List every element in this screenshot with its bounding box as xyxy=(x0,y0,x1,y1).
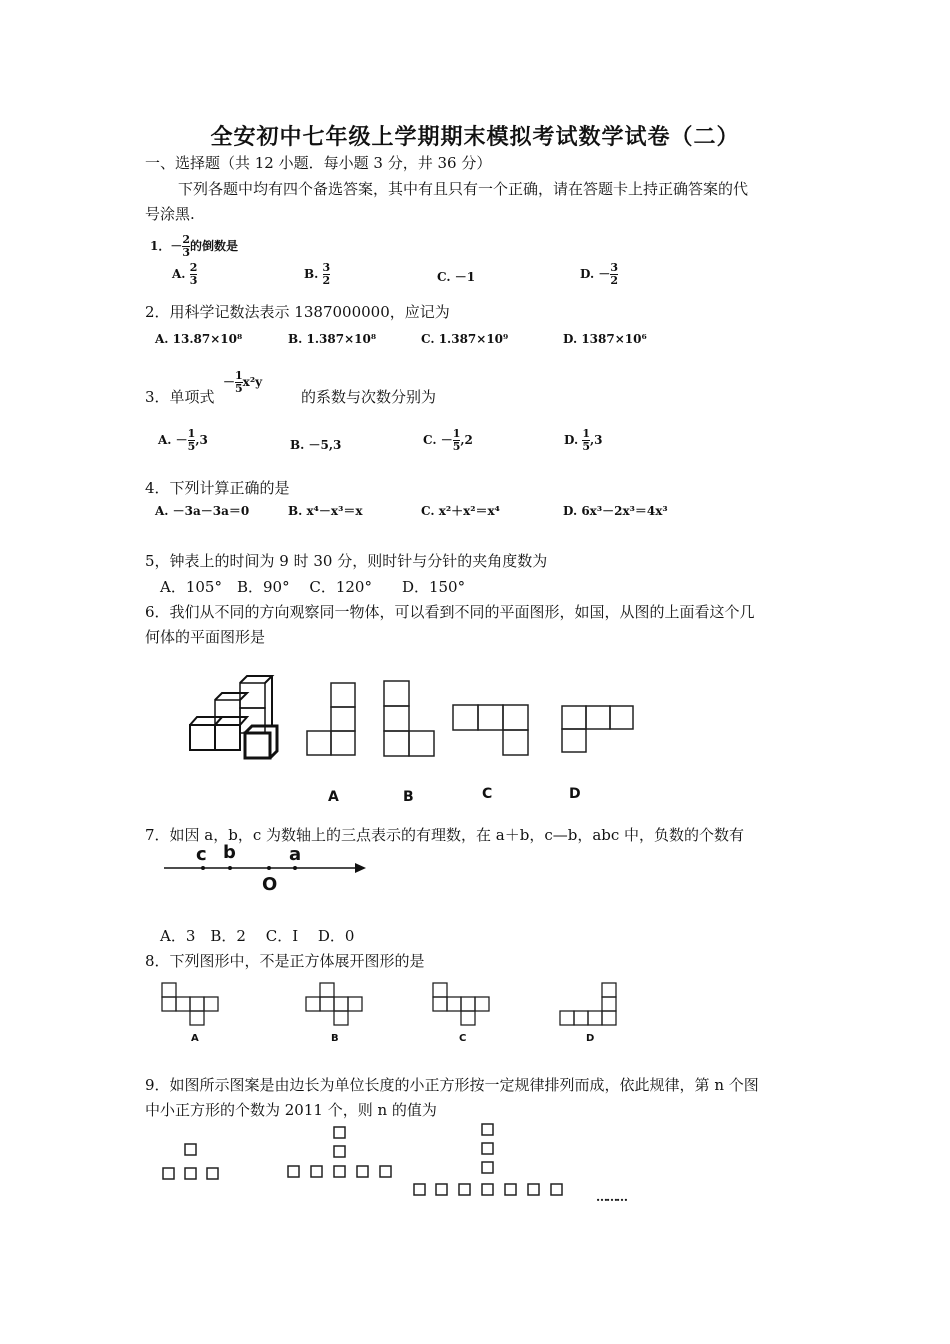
q3-option-a[interactable]: A. － $\frac{1}{5}$ ,3 xyxy=(158,427,208,453)
q1-option-c[interactable]: C. －1 xyxy=(437,270,476,284)
q4-option-b[interactable]: B. x⁴－x³＝x xyxy=(288,504,363,518)
q9-stem-line-1: 9．如图所示图案是由边长为单位长度的小正方形按一定规律排列而成，依此规律，第 n 个图 xyxy=(145,1076,759,1094)
q9-stem-line-2: 中小正方形的个数为 2011 个，则 n 的值为 xyxy=(145,1101,437,1119)
q6-option-c-figure[interactable] xyxy=(452,703,532,757)
q7-stem: 7．如因 a，b，c 为数轴上的三点表示的有理数，在 a＋b，c—b，abc 中，负数的个数有 xyxy=(145,826,745,844)
q1-option-a[interactable]: A. $\frac{2}{3}$ xyxy=(172,261,198,287)
q7-point-a: a xyxy=(289,844,302,865)
q4-option-c[interactable]: C. x²＋x²＝x⁴ xyxy=(421,504,500,518)
q7-point-b: b xyxy=(223,842,236,863)
instructions-line-1: 下列各题中均有四个备选答案，其中有且只有一个正确，请在答题卡上持正确答案的代 xyxy=(178,180,749,198)
q4-stem: 4．下列计算正确的是 xyxy=(145,479,290,497)
q7-origin: O xyxy=(262,874,278,895)
q2-option-c[interactable]: C. 1.387×10⁹ xyxy=(421,332,509,346)
q7-point-c: c xyxy=(196,844,207,865)
q1-option-d[interactable]: D. － $\frac{3}{2}$ xyxy=(580,261,618,287)
q2-option-a[interactable]: A. 13.87×10⁸ xyxy=(155,332,243,346)
q8-label-d: D xyxy=(586,1033,595,1044)
instructions-line-2: 号涂黑. xyxy=(145,205,195,223)
q9-ellipsis: ……… xyxy=(596,1190,626,1204)
q9-pattern-3 xyxy=(410,1121,570,1201)
q3-option-b[interactable]: B. －5,3 xyxy=(290,438,342,452)
q6-option-d-figure[interactable] xyxy=(560,704,635,754)
q8-label-b: B xyxy=(331,1033,339,1044)
page-title: 全安初中七年级上学期期末模拟考试数学试卷（二） xyxy=(210,124,740,150)
q6-stem-line-1: 6．我们从不同的方向观察同一物体，可以看到不同的平面图形，如国，从图的上面看这个几 xyxy=(145,603,755,621)
q8-label-c: C xyxy=(459,1033,467,1044)
q3-monomial: － $\frac{1}{5}$ x²y xyxy=(223,369,263,395)
q2-option-b[interactable]: B. 1.387×10⁸ xyxy=(288,332,377,346)
q9-pattern-1 xyxy=(160,1142,225,1184)
q5-options[interactable]: A．105° B．90° C．120° D．150° xyxy=(160,578,466,596)
q9-pattern-2 xyxy=(285,1124,397,1184)
q3-stem-start: 3．单项式 xyxy=(145,388,215,406)
q1-stem: 1．－ $\frac{2}{3}$ 的倒数是 xyxy=(150,233,239,259)
q8-stem: 8．下列图形中，不是正方体展开图形的是 xyxy=(145,952,425,970)
q3-option-c[interactable]: C. － $\frac{1}{5}$ ,2 xyxy=(423,427,473,453)
q8-option-a-net[interactable] xyxy=(160,982,224,1028)
q6-label-d: D xyxy=(569,786,581,802)
q4-option-d[interactable]: D. 6x³－2x³＝4x³ xyxy=(563,504,668,518)
q8-label-a: A xyxy=(191,1033,199,1044)
q3-option-d[interactable]: D. $\frac{1}{5}$ ,3 xyxy=(564,427,603,453)
q6-option-b-figure[interactable] xyxy=(382,680,436,758)
q8-option-d-net[interactable] xyxy=(556,982,620,1028)
q2-option-d[interactable]: D. 1387×10⁶ xyxy=(563,332,647,346)
q6-stem-line-2: 何体的平面图形是 xyxy=(145,628,266,646)
q6-label-b: B xyxy=(403,789,414,805)
q3-stem-end: 的系数与次数分别为 xyxy=(301,388,437,406)
q8-option-b-net[interactable] xyxy=(303,982,367,1028)
q6-label-c: C xyxy=(482,786,493,802)
section-heading: 一、选择题（共 12 小题．每小题 3 分，井 36 分） xyxy=(145,154,492,172)
q6-option-a-figure[interactable] xyxy=(305,682,357,757)
q6-solid-figure xyxy=(185,675,285,760)
q7-options[interactable]: A．3 B．2 C．I D．0 xyxy=(160,927,355,945)
q4-option-a[interactable]: A. －3a－3a＝0 xyxy=(155,504,250,518)
q6-label-a: A xyxy=(328,789,339,805)
q1-option-b[interactable]: B. $\frac{3}{2}$ xyxy=(304,261,331,287)
q2-stem: 2．用科学记数法表示 1387000000，应记为 xyxy=(145,303,450,321)
q8-option-c-net[interactable] xyxy=(430,982,494,1028)
q5-stem: 5，钟表上的时间为 9 时 30 分，则时针与分针的夹角度数为 xyxy=(145,552,548,570)
